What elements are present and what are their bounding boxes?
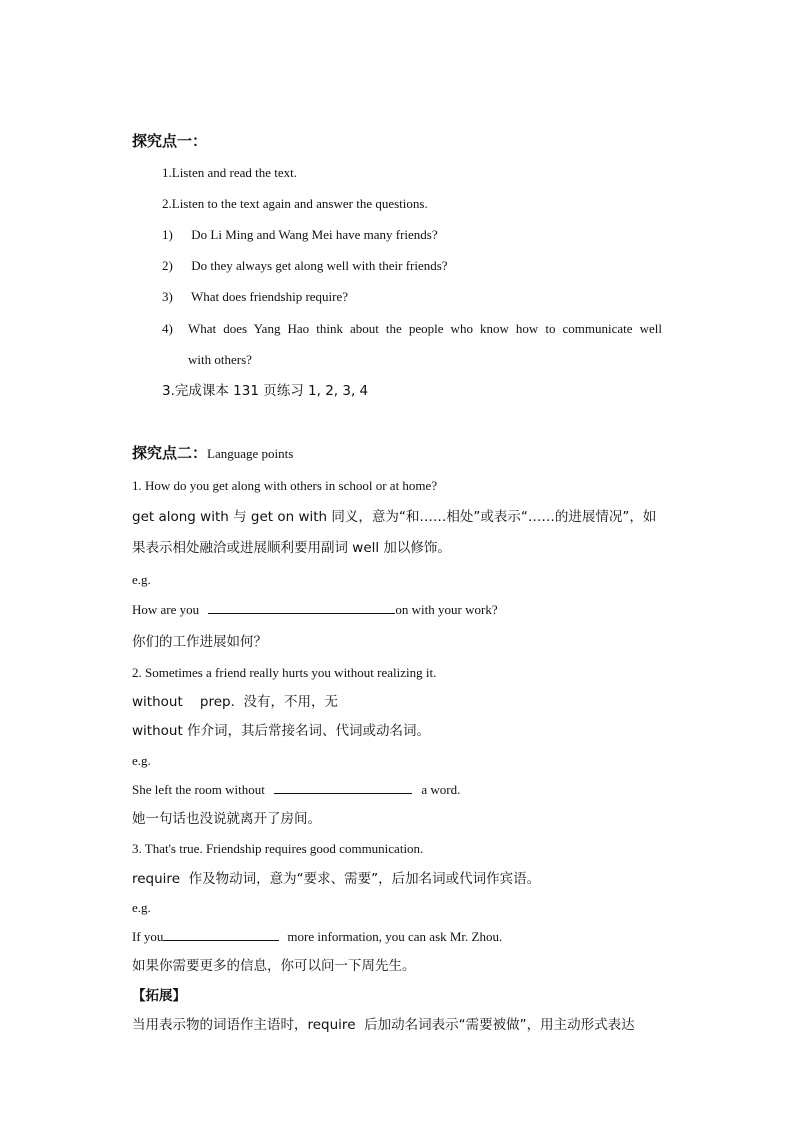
point-3-title: 3. That's true. Friendship requires good communication. <box>132 841 424 856</box>
point-3-translation: 如果你需要更多的信息，你可以问一下周先生。 <box>132 958 416 974</box>
point-1-eg: e.g. <box>132 572 151 587</box>
example-after: a word. <box>421 782 461 797</box>
example-before: She left the room without <box>132 782 265 797</box>
point-3-eg: e.g. <box>132 900 151 915</box>
question-number: 4) <box>162 321 173 336</box>
point-2-translation: 她一句话也没说就离开了房间。 <box>132 811 321 827</box>
example-before: How are you <box>132 602 200 617</box>
section-1-exercise: 3.完成课本 131 页练习 1, 2, 3, 4 <box>162 383 369 399</box>
section-1-item-1: 1.Listen and read the text. <box>162 165 298 180</box>
question-number: 1) <box>162 227 173 242</box>
point-3-example <box>132 929 502 945</box>
example-before: If you <box>132 929 164 944</box>
point-1-title: 1. How do you get along with others in school or at home? <box>132 478 438 493</box>
question-1 <box>162 227 438 243</box>
point-1-explain-2: 果表示相处融洽或进展顺利要用副词 well 加以修饰。 <box>132 540 451 556</box>
expand-label: 【拓展】 <box>132 988 186 1004</box>
expand-text: 当用表示物的词语作主语时，require 后加动名词表示“需要被做”，用主动形式表达 <box>132 1017 635 1033</box>
fill-blank[interactable] <box>163 929 279 941</box>
section-1-item-2: 2.Listen to the text again and answer the questions. <box>162 196 428 211</box>
example-after: on with your work? <box>395 602 498 617</box>
question-text: Do they always get along well with their friends? <box>191 258 448 273</box>
point-2-example <box>132 782 460 798</box>
section-2-heading-title: 探究点二： <box>132 444 208 462</box>
point-1-translation: 你们的工作进展如何？ <box>132 634 267 650</box>
question-text: What does friendship require? <box>191 289 349 304</box>
question-number: 3) <box>162 289 173 304</box>
section-1-heading: 探究点一： <box>132 132 208 150</box>
section-2-heading <box>132 445 293 462</box>
section-2-heading-sub: Language points <box>207 446 294 461</box>
question-4-continuation: with others? <box>188 352 252 367</box>
question-text: Do Li Ming and Wang Mei have many friends? <box>191 227 438 242</box>
point-2-title: 2. Sometimes a friend really hurts you without realizing it. <box>132 665 437 680</box>
question-2 <box>162 258 448 274</box>
point-1-explain-1: get along with 与 get on with 同义，意为“和……相处”或表示“……的进展情况”，如 <box>132 509 657 525</box>
point-1-example <box>132 602 498 618</box>
point-2-definition: without prep. 没有，不用，无 <box>132 694 338 710</box>
question-text: What does Yang Hao think about the people who know how to communicate well <box>188 321 662 336</box>
fill-blank[interactable] <box>208 602 395 614</box>
fill-blank[interactable] <box>274 782 412 794</box>
point-3-explain: require 作及物动词，意为“要求、需要”，后加名词或代词作宾语。 <box>132 871 541 887</box>
question-3 <box>162 289 348 305</box>
point-2-explain: without 作介词，其后常接名词、代词或动名词。 <box>132 723 431 739</box>
question-number: 2) <box>162 258 173 273</box>
point-2-eg: e.g. <box>132 753 151 768</box>
example-after: more information, you can ask Mr. Zhou. <box>287 929 503 944</box>
